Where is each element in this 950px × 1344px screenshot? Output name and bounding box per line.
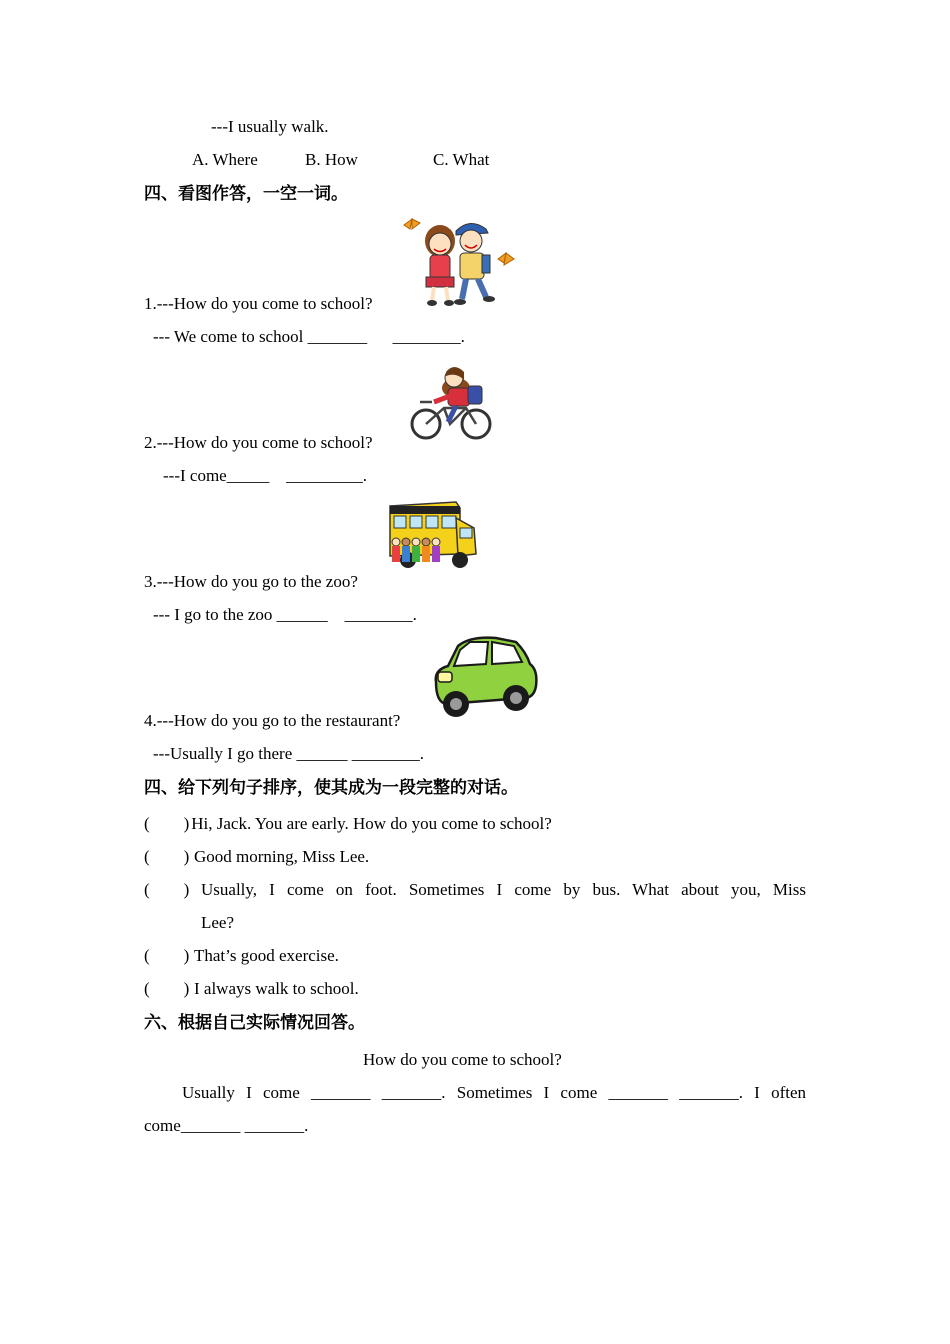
order-sentence: That’s good exercise. [194,946,339,965]
section6-heading: 六、根据自己实际情况回答。 [144,1013,365,1033]
order-bracket: ( ) [144,847,190,866]
option-c: C. What [433,150,490,169]
answer-line: ---I usually walk. [211,117,329,136]
order-sentence-continued: Lee? [201,913,235,932]
order-sentence: Good morning, Miss Lee. [194,847,370,866]
section5-heading: 四、给下列句子排序，使其成为一段完整的对话。 [144,778,518,798]
q1-question: 1.---How do you come to school? [144,294,373,313]
girl-on-bicycle-icon [406,362,506,442]
section6-answer-line1: Usually I come _______ _______. Sometimes I come _______ _______. I often [182,1083,806,1102]
option-b: B. How [305,150,358,169]
school-bus-icon [386,498,482,588]
q3-answer: --- I go to the zoo ______ ________. [153,605,417,624]
q4-question: 4.---How do you go to the restaurant? [144,711,401,730]
order-bracket: ( ) [144,946,190,965]
q1-answer: --- We come to school _______ ________. [153,327,465,346]
order-sentence: Hi, Jack. You are early. How do you come to school? [187,814,552,833]
q4-answer: ---Usually I go there ______ ________. [153,744,425,763]
order-bracket: ( ) [144,979,190,998]
section6-question: How do you come to school? [363,1050,562,1069]
option-a: A. Where [192,150,258,169]
q3-question: 3.---How do you go to the zoo? [144,572,358,591]
section4-heading: 四、看图作答，一空一词。 [144,184,348,204]
order-bracket: ( ) [144,814,190,833]
order-sentence: Usually, I come on foot. Sometimes I come by bus. What about you, Miss [201,880,806,899]
q2-answer: ---I come_____ _________. [163,466,367,485]
green-car-icon [430,632,542,726]
order-bracket: ( ) [144,880,190,899]
order-sentence: I always walk to school. [194,979,359,998]
walking-children-icon [398,213,516,311]
section6-answer-line2: come_______ _______. [144,1116,309,1135]
q2-question: 2.---How do you come to school? [144,433,373,452]
